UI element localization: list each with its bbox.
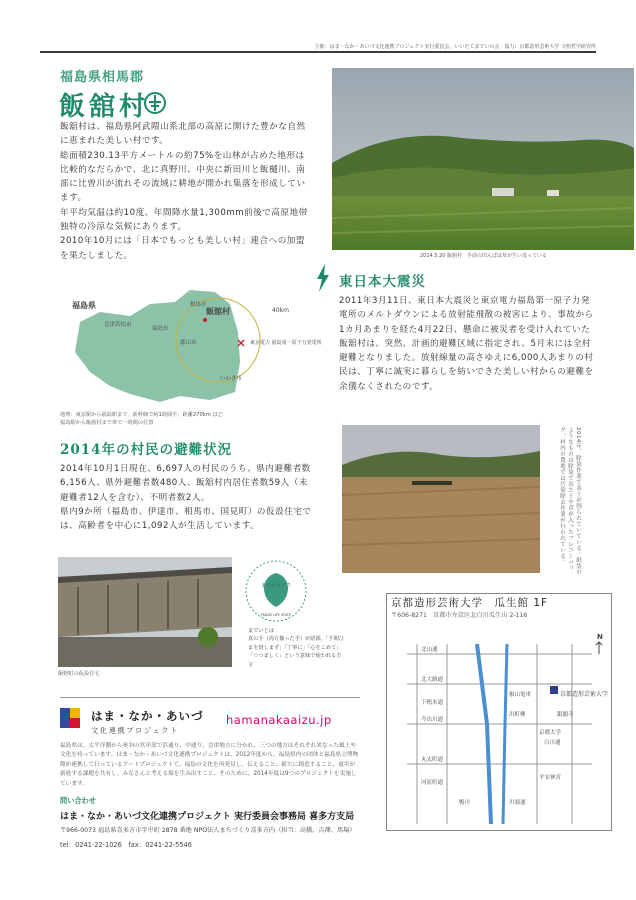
temporary-housing-photo (58, 557, 232, 667)
map-road-label: 下鴨本通 (421, 700, 444, 706)
map-road-label: 北山通 (421, 647, 438, 653)
decontamination-photo (342, 425, 540, 573)
temporary-housing-caption: 飯野町の仮設住宅 (58, 671, 100, 677)
map-road-label: 丸太町通 (421, 757, 444, 763)
university-name: 京都造形芸術大学 瓜生館 1F (391, 597, 549, 609)
landscape-photo (332, 68, 634, 250)
map-road-label: 北大路通 (421, 677, 444, 683)
map-place-label: 京都大学 (539, 730, 562, 736)
madei-logo-sub: MADEI LIFE IITATE (261, 613, 291, 617)
madei-logo-text: までいライフ (261, 583, 291, 589)
landscape-photo-caption: 2014.5.20 飯舘村 手前の田んぼは草が生い茂っている (420, 253, 548, 259)
map-place: 飯舘村 (206, 307, 230, 316)
evacuation-paragraph: 県内9か所（福島市、伊達市、相馬市、国見町）の仮設住宅では、高齢者を中心に1,092人が生活しています。 (60, 506, 312, 532)
map-place: 会津若松市 (104, 322, 132, 328)
map-road-label: 川端通 (509, 800, 526, 806)
university-address: 〒606-8271 京都市左京区北白川瓜生山 2-116 (391, 612, 528, 619)
evacuation-paragraph: 2014年10月1日現在、6,697人の村民のうち、県内避難者数6,156人、県外避難者数480人、飯舘村内居住者数59人（未避難者12人を含む）、不明者数2人。 (60, 464, 311, 503)
madei-life-logo (244, 559, 308, 623)
fukushima-map (60, 282, 325, 408)
evacuation-text (60, 462, 312, 533)
map-radius-label: 40km (272, 307, 289, 314)
map-prefecture-label: 福島県 (72, 301, 96, 310)
intro-text (60, 120, 312, 263)
map-place: 郡山市 (180, 340, 197, 346)
hamanakaaizu-logo-icon (60, 708, 80, 728)
contact-address: 〒966-0073 福島県喜多方市字中町 2878 番地 NPO法人まちづくり喜多方内（担当：高橋、吉澤、馬場） (60, 827, 356, 834)
north-arrow-icon (596, 642, 602, 654)
contact-organization: はま・なか・あいづ文化連携プロジェクト 実行委員会事務局 喜多方支局 (60, 812, 355, 822)
village-emblem-icon (143, 91, 167, 115)
quake-text: 2011年3月11日、東日本大震災と東京電力福島第一原子力発電所のメルトダウンによる放射能飛散の被害により、事故から1カ月あまりを経た4月22日、懸命に被災者を受け入れていた飯舘村は、突然、計画的避難区域に指定され、5月末には全村避難となりました。放射線量の高さゆえに6,000人あまりの村民は、丁寧に誠実に暮らしを紡いできた美しい村からの避難を余儀なくされたのです。 (339, 296, 594, 392)
map-place: 相馬市 (190, 302, 207, 308)
university-route-map (387, 624, 611, 830)
map-place-label: 平安神宮 (539, 775, 562, 781)
map-note: 地理：東京駅から福島駅まで、新幹線で約1時間半、距離270km ほど 福島駅から飯舘村まで車で一時間の位置 (60, 412, 223, 426)
village-title: 飯舘村 (59, 92, 150, 122)
map-place-label: 銀閣寺 (557, 712, 574, 718)
map-station-label: 出町柳 (509, 712, 526, 718)
madei-description: までいとは 真の手（両方揃った手）が語源。「手間ひまを惜しまず」「丁寧に」「心をこめて」「つつましく」という意味で使われる方言 (248, 628, 344, 668)
nuclear-plant-marker (238, 340, 244, 346)
map-place: 福島市 (152, 326, 169, 332)
map-place: いわき市 (220, 376, 243, 382)
intro-paragraph: 飯舘村は、福島県阿武隈山系北部の高原に開けた豊かな自然に恵まれた美しい村です。 (60, 122, 306, 147)
prefecture-label: 福島県相馬郡 (60, 70, 145, 85)
map-road-label: 河原町通 (421, 780, 444, 786)
intro-paragraph: 総面積230.13平方メートルの約75%を山林が占めた地形は比較的なだらかで、北に真野川、中央に新田川と飯樋川、南部に比曽川が流れその流域に耕地が開かれ集落を形成しています。 (60, 150, 306, 204)
decontamination-caption: 2014年、除染作業で表土が削られていている。紙袋のようなものは除染で出た土や草が入ったフレコンバッグ。村内の農地では汚染除去作業が行われている。 (559, 427, 581, 575)
map-place: 東京電力 福島第一原子力発電所 (250, 340, 322, 346)
brand-subtitle: 文化連携プロジェクト (91, 726, 179, 735)
north-arrow-label: N (597, 633, 603, 641)
header-credits: 主催：はま・なか・あいづ文化連携プロジェクト実行委員会、いいたてまでいの会 協力：京都造形芸術大学 文明哲学研究所 (314, 44, 596, 50)
evacuation-heading: 2014年の村民の避難状況 (60, 442, 233, 458)
map-road-label: 今出川通 (421, 717, 444, 723)
map-road-label: 白川通 (544, 740, 561, 746)
brand-name: はま・なか・あいづ (91, 709, 204, 723)
contact-phone: tel：0241-22-1026 fax：0241-22-5546 (60, 841, 192, 849)
map-road-label: 鴨川 (459, 800, 471, 806)
project-description: 福島県は、太平洋側から奥羽の宮岸部で浜通り、中通り、会津地方に分かれ、三つの地方はそれぞれ異なった風土や文化を持っています。はま・なか・あいづ文化連携プロジェクトは、2012年度から、福島県内の団体と福島県立博物館が連携して行っているアートプロジェクトで、福島の文化を再発見し、伝えること、新たに創造すること、震災が新進する課題を共有し、みなさんと考える場を生み出すこと、そのために、2014年度は9つのプロジェクトを実施しています。 (60, 743, 359, 787)
intro-paragraph: 2010年10月には「日本でもっとも美しい村」連合への加盟を果たしました。 (60, 236, 305, 261)
map-campus-label: 京都造形芸術大学 (560, 691, 609, 698)
quake-heading: 東日本大震災 (339, 274, 426, 290)
intro-paragraph: 年平均気温は約10度、年間降水量1,300mm前後で高原地帯独特の冷涼な気候にあります。 (60, 207, 308, 233)
top-rule (40, 51, 596, 53)
contact-label: 問い合わせ (60, 796, 96, 805)
section-divider (60, 697, 360, 698)
brand-url-link[interactable]: hamanakaaizu.jp (226, 713, 332, 727)
map-line-label: 叡山電車 (509, 692, 532, 698)
